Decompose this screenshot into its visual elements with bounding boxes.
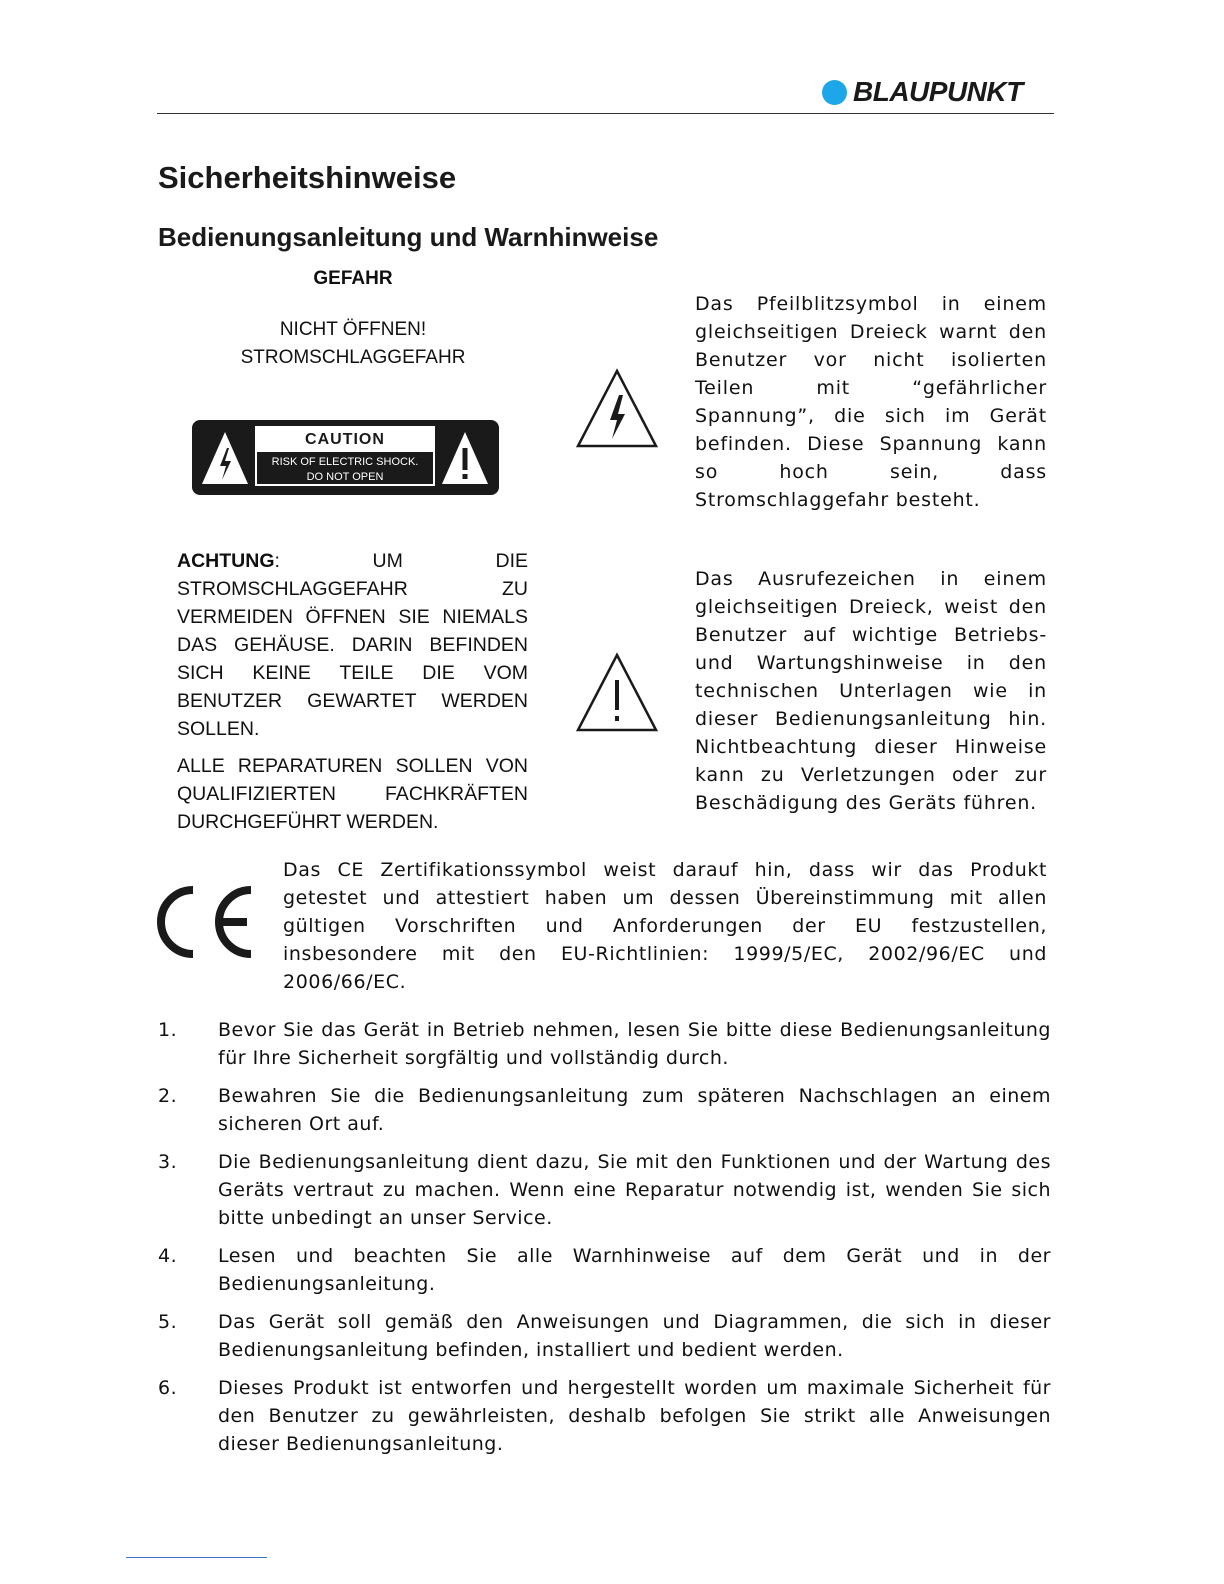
- exclamation-triangle-icon: [440, 430, 490, 486]
- list-item: [158, 1148, 1051, 1232]
- caution-line-1: RISK OF ELECTRIC SHOCK.: [271, 456, 419, 468]
- exclamation-warning-icon: [575, 652, 659, 732]
- danger-line-1: NICHT ÖFFNEN!: [279, 319, 427, 340]
- page-title: Sicherheitshinweise: [158, 160, 457, 195]
- list-item: [158, 1016, 1051, 1072]
- footer-rule: [126, 1557, 267, 1558]
- list-item: [158, 1374, 1051, 1458]
- list-number: 4.: [158, 1245, 178, 1267]
- exclamation-symbol-text: Das Ausrufezeichen in einem gleichseitigen Dreieck, weist den Benutzer auf wichtige Betriebs- und Wartungshinweise in den technischen Unterlagen wie in dieser Bedienungsanleitung hin. Nichtbeachtung dieser Hinweise kann zu Verletzungen oder zur Beschädigung des Geräts führen.: [695, 568, 1047, 814]
- list-item: [158, 1242, 1051, 1298]
- list-text: Bevor Sie das Gerät in Betrieb nehmen, lesen Sie bitte diese Bedienungsanleitung für Ihre Sicherheit sorgfältig und vollständig durch.: [218, 1019, 1051, 1069]
- lightning-warning-icon: [575, 368, 659, 448]
- danger-line-2: STROMSCHLAGGEFAHR: [240, 347, 466, 368]
- instructions-list: [158, 1016, 1051, 1468]
- danger-heading: GEFAHR: [313, 268, 393, 289]
- list-text: Das Gerät soll gemäß den Anweisungen und Diagrammen, die sich in dieser Bedienungsanleitung befinden, installiert und bedient werden.: [218, 1311, 1051, 1361]
- list-item: [158, 1308, 1051, 1364]
- list-number: 1.: [158, 1019, 178, 1041]
- repairs-paragraph: ALLE REPARATUREN SOLLEN VON QUALIFIZIERTEN FACHKRÄFTEN DURCHGEFÜHRT WERDEN.: [177, 755, 528, 833]
- list-number: 6.: [158, 1377, 178, 1399]
- brand-logo: [822, 76, 1023, 108]
- list-text: Lesen und beachten Sie alle Warnhinweise auf dem Gerät und in der Bedienungsanleitung.: [218, 1245, 1051, 1295]
- list-number: 3.: [158, 1151, 178, 1173]
- caution-label: [192, 420, 499, 495]
- lightning-triangle-icon: [200, 430, 250, 486]
- warning-paragraph: [177, 547, 528, 743]
- caution-panel: [255, 426, 435, 486]
- list-number: 5.: [158, 1311, 178, 1333]
- warning-label: ACHTUNG: [177, 550, 275, 572]
- list-text: Dieses Produkt ist entworfen und hergestellt worden um maximale Sicherheit für den Benutzer zu gewährleisten, deshalb befolgen Sie strikt alle Anweisungen dieser Bedienungsanleitung.: [218, 1377, 1051, 1455]
- warning-text: : UM DIE STROMSCHLAGGEFAHR ZU VERMEIDEN ÖFFNEN SIE NIEMALS DAS GEHÄUSE. DARIN BEFINDEN SICH KEINE TEILE DIE VOM BENUTZER GEWARTET WERDEN SOLLEN.: [177, 550, 528, 740]
- caution-line-2: DO NOT OPEN: [306, 471, 384, 483]
- brand-name: BLAUPUNKT: [853, 76, 1023, 107]
- logo-dot-icon: [822, 80, 847, 105]
- ce-mark-icon: [157, 886, 257, 958]
- list-text: Bewahren Sie die Bedienungsanleitung zum späteren Nachschlagen an einem sicheren Ort auf.: [218, 1085, 1051, 1135]
- header-divider: [157, 113, 1054, 114]
- list-item: [158, 1082, 1051, 1138]
- ce-text: Das CE Zertifikationssymbol weist darauf hin, dass wir das Produkt getestet und attestiert haben um dessen Übereinstimmung mit allen gültigen Vorschriften und Anforderungen der EU festzustellen, insbesondere mit den EU-Richtlinien: 1999/5/EC, 2002/96/EC und 2006/66/EC.: [283, 859, 1047, 993]
- section-subtitle: Bedienungsanleitung und Warnhinweise: [158, 222, 659, 252]
- list-number: 2.: [158, 1085, 178, 1107]
- lightning-symbol-text: Das Pfeilblitzsymbol in einem gleichseitigen Dreieck warnt den Benutzer vor nicht isolierten Teilen mit “gefährlicher Spannung”, die sich im Gerät befinden. Diese Spannung kann so hoch sein, dass Stromschlaggefahr besteht.: [695, 293, 1047, 511]
- list-text: Die Bedienungsanleitung dient dazu, Sie mit den Funktionen und der Wartung des Geräts vertraut zu machen. Wenn eine Reparatur notwendig ist, wenden Sie sich bitte unbedingt an unser Service.: [218, 1151, 1051, 1229]
- caution-title: CAUTION: [257, 428, 433, 452]
- danger-text: [158, 316, 548, 372]
